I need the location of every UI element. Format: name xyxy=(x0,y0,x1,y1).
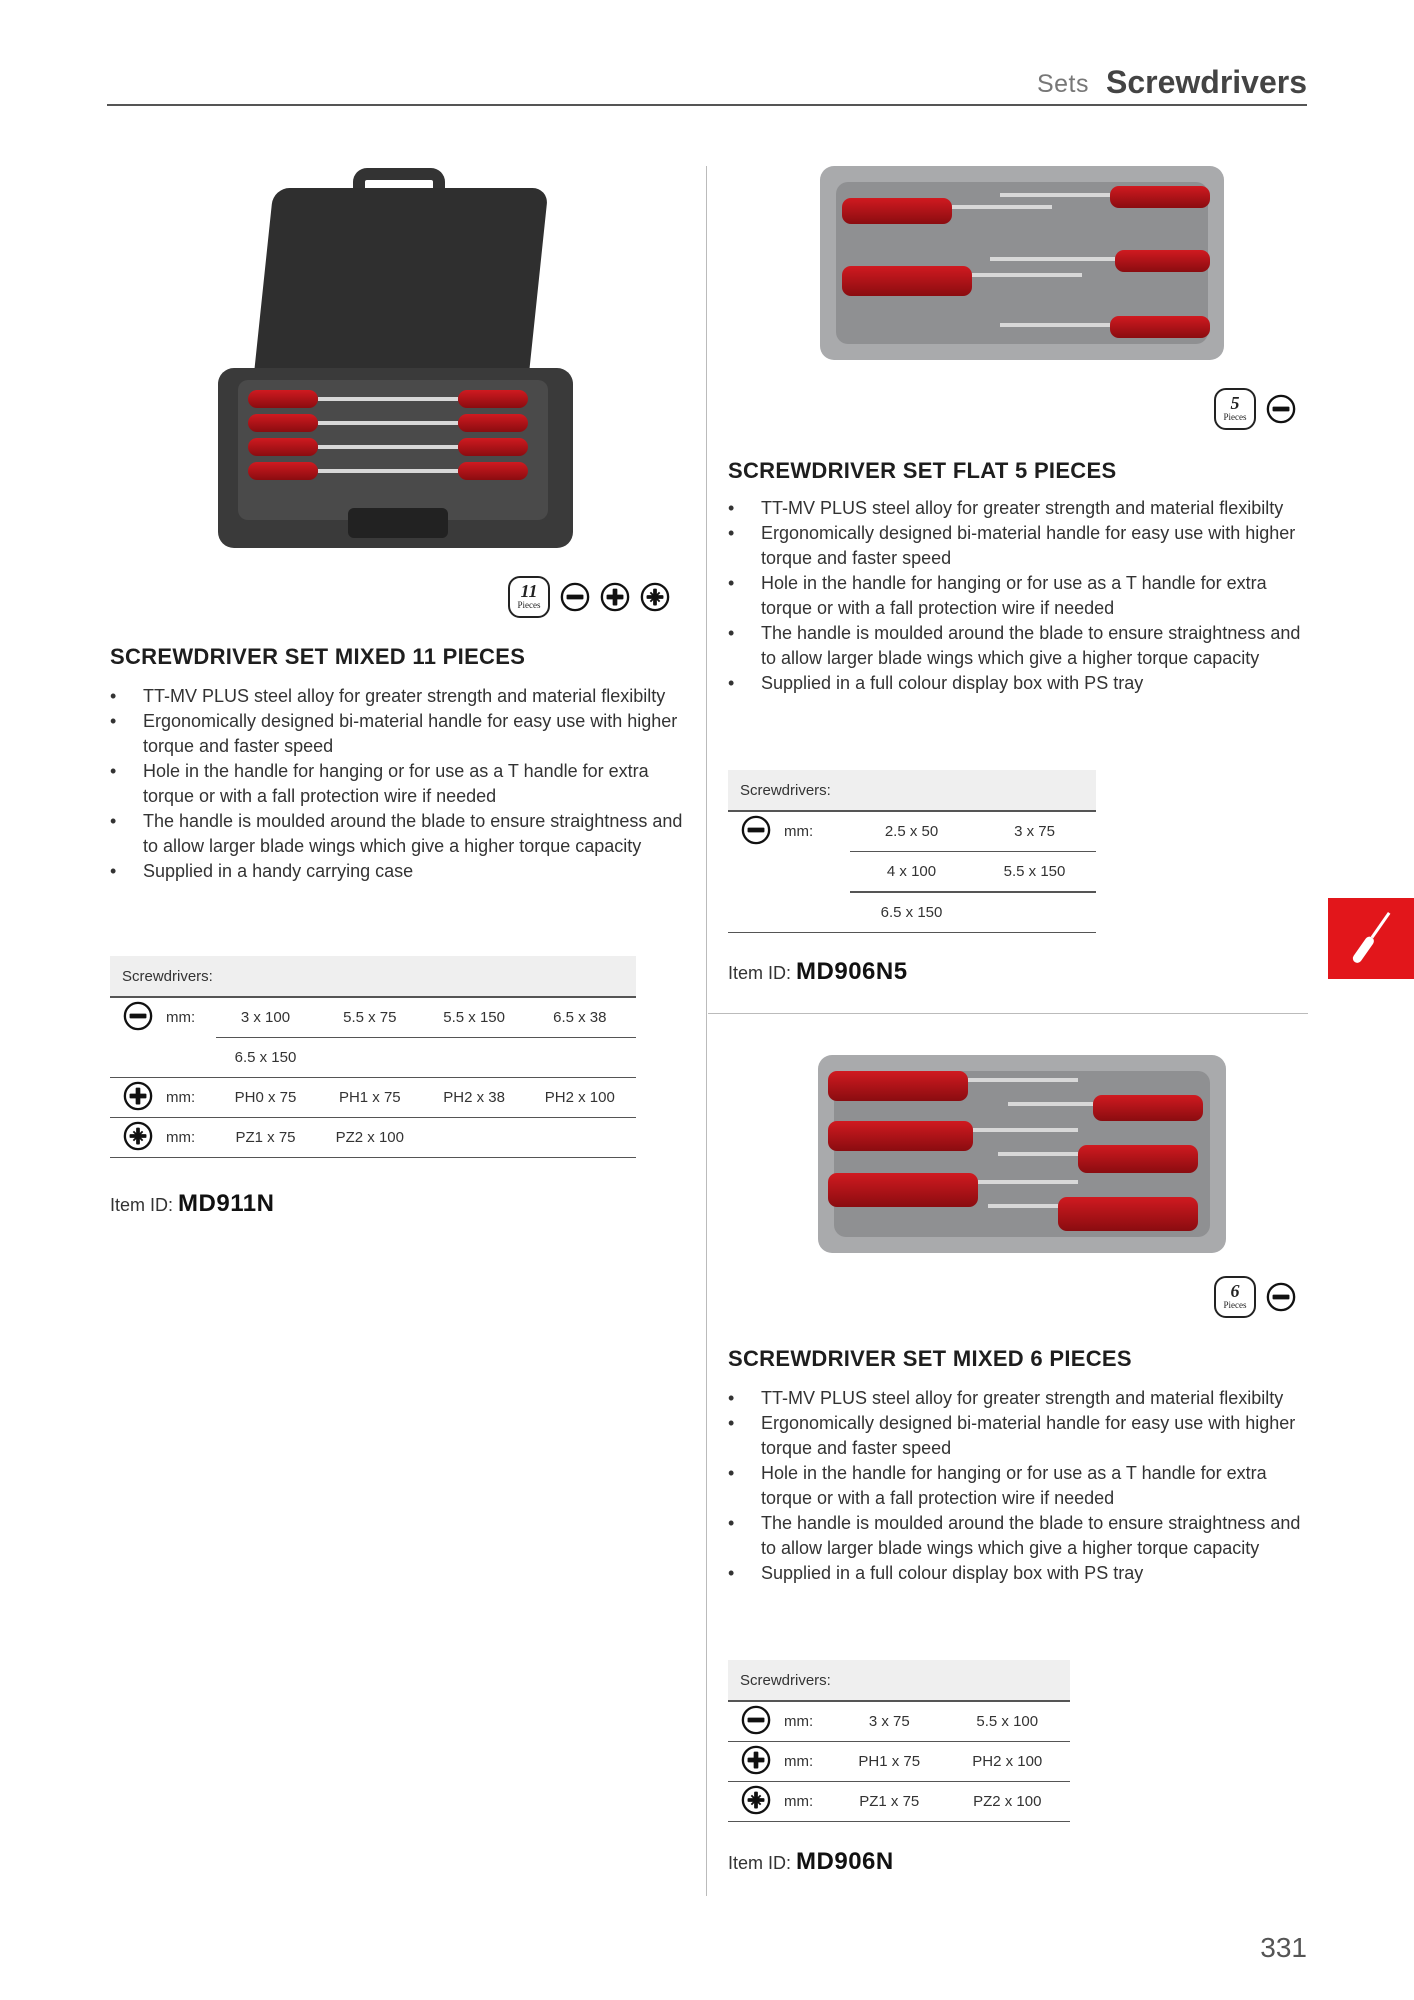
list-item: • Ergonomically designed bi-material handle for easy use with higher torque and faster speed xyxy=(728,1411,1308,1461)
table-cell: 6.5 x 38 xyxy=(524,997,636,1038)
list-item: • Ergonomically designed bi-material handle for easy use with higher torque and faster speed xyxy=(728,521,1308,571)
list-item: • Hole in the handle for hanging or for use as a T handle for extra torque or with a fall protection wire if needed xyxy=(728,571,1308,621)
list-item: • Ergonomically designed bi-material handle for easy use with higher torque and faster speed xyxy=(110,709,690,759)
table-header: Screwdrivers: xyxy=(728,770,1096,811)
table-cell: PH2 x 100 xyxy=(524,1078,636,1118)
section-label: Sets xyxy=(1036,70,1089,98)
page-number: 331 xyxy=(1260,1932,1307,1963)
list-item: • The handle is moulded around the blade to ensure straightness and to allow larger blade wings which give a higher torque capacity xyxy=(728,1511,1308,1561)
table-cell: 2.5 x 50 xyxy=(850,811,973,852)
table-cell: PH1 x 75 xyxy=(834,1742,945,1782)
item-id-label: Item ID: xyxy=(728,1853,792,1873)
unit-label: mm: xyxy=(166,1009,196,1027)
product-2-icons xyxy=(1214,388,1296,430)
list-item: • TT-MV PLUS steel alloy for greater strength and material flexibilty xyxy=(110,684,690,709)
pieces-count: 11 xyxy=(520,581,538,601)
flat-screwdriver-icon xyxy=(123,1001,153,1031)
table-cell: 5.5 x 100 xyxy=(945,1701,1070,1742)
item-id xyxy=(728,1848,894,1876)
phillips-screwdriver-icon xyxy=(600,582,630,612)
table-header: Screwdrivers: xyxy=(110,956,636,997)
unit-label: mm: xyxy=(784,823,814,841)
table-cell: 6.5 x 150 xyxy=(216,1038,315,1078)
flat-screwdriver-icon xyxy=(560,582,590,612)
pieces-badge xyxy=(1214,388,1256,430)
product-image-tray-flat xyxy=(820,166,1224,360)
pieces-count: 6 xyxy=(1230,1281,1240,1301)
table-cell: PH2 x 38 xyxy=(425,1078,524,1118)
table-cell: PH1 x 75 xyxy=(315,1078,425,1118)
phillips-screwdriver-icon xyxy=(123,1081,153,1111)
table-cell: 5.5 x 75 xyxy=(315,997,425,1038)
item-id-label: Item ID: xyxy=(110,1195,174,1215)
pieces-badge xyxy=(1214,1276,1256,1318)
item-id-value: MD906N5 xyxy=(796,958,908,985)
screwdriver-tab-icon xyxy=(1328,898,1414,979)
product-title: SCREWDRIVER SET FLAT 5 PIECES xyxy=(728,458,1117,483)
pozidriv-screwdriver-icon xyxy=(640,582,670,612)
page-title: Screwdrivers xyxy=(1105,64,1307,100)
product-image-tray-mixed xyxy=(818,1055,1226,1253)
column-divider xyxy=(706,166,707,1896)
unit-label: mm: xyxy=(784,1701,834,1742)
table-cell: PZ2 x 100 xyxy=(945,1782,1070,1822)
flat-screwdriver-icon xyxy=(1266,394,1296,424)
unit-label: mm: xyxy=(166,1078,216,1118)
section-tab[interactable] xyxy=(1328,898,1414,979)
product-3-icons xyxy=(1214,1276,1296,1318)
spec-table xyxy=(728,770,1096,933)
pozidriv-screwdriver-icon xyxy=(741,1785,771,1815)
flat-screwdriver-icon xyxy=(741,815,771,845)
pozidriv-screwdriver-icon xyxy=(123,1121,153,1151)
item-id-label: Item ID: xyxy=(728,963,792,983)
feature-list xyxy=(728,1386,1308,1586)
product-title: SCREWDRIVER SET MIXED 6 PIECES xyxy=(728,1346,1132,1371)
table-cell: PZ1 x 75 xyxy=(216,1118,315,1158)
list-item: • Supplied in a full colour display box with PS tray xyxy=(728,1561,1308,1586)
pieces-label: Pieces xyxy=(1223,412,1247,422)
product-1-icons xyxy=(508,576,670,618)
table-cell: 5.5 x 150 xyxy=(425,997,524,1038)
table-cell: PZ1 x 75 xyxy=(834,1782,945,1822)
item-id-value: MD906N xyxy=(796,1848,894,1875)
list-item: • Hole in the handle for hanging or for use as a T handle for extra torque or with a fall protection wire if needed xyxy=(728,1461,1308,1511)
list-item: • TT-MV PLUS steel alloy for greater strength and material flexibilty xyxy=(728,1386,1308,1411)
feature-list xyxy=(110,684,690,884)
unit-label: mm: xyxy=(784,1782,834,1822)
list-item: • Hole in the handle for hanging or for use as a T handle for extra torque or with a fall protection wire if needed xyxy=(110,759,690,809)
unit-label: mm: xyxy=(166,1118,216,1158)
phillips-screwdriver-icon xyxy=(741,1745,771,1775)
pieces-label: Pieces xyxy=(1223,1300,1247,1310)
table-cell: 4 x 100 xyxy=(850,852,973,893)
table-cell: PZ2 x 100 xyxy=(315,1118,425,1158)
flat-screwdriver-icon xyxy=(741,1705,771,1735)
list-item: • Supplied in a handy carrying case xyxy=(110,859,690,884)
header-divider xyxy=(107,104,1307,106)
flat-screwdriver-icon xyxy=(1266,1282,1296,1312)
list-item: • TT-MV PLUS steel alloy for greater strength and material flexibilty xyxy=(728,496,1308,521)
table-cell: 3 x 75 xyxy=(973,811,1096,852)
product-title: SCREWDRIVER SET MIXED 11 PIECES xyxy=(110,644,526,669)
table-cell: 3 x 100 xyxy=(216,997,315,1038)
table-cell: 5.5 x 150 xyxy=(973,852,1096,893)
table-cell: PH0 x 75 xyxy=(216,1078,315,1118)
item-id xyxy=(728,958,908,986)
unit-label: mm: xyxy=(784,1742,834,1782)
spec-table xyxy=(110,956,636,1158)
spec-table xyxy=(728,1660,1070,1822)
pieces-count: 5 xyxy=(1230,393,1240,413)
item-id xyxy=(110,1190,274,1218)
product-divider xyxy=(708,1013,1308,1014)
table-cell: 6.5 x 150 xyxy=(850,892,973,933)
table-header: Screwdrivers: xyxy=(728,1660,1070,1701)
table-cell: 3 x 75 xyxy=(834,1701,945,1742)
item-id-value: MD911N xyxy=(178,1190,275,1217)
pieces-badge xyxy=(508,576,550,618)
feature-list xyxy=(728,496,1308,696)
table-cell: PH2 x 100 xyxy=(945,1742,1070,1782)
list-item: • The handle is moulded around the blade to ensure straightness and to allow larger blade wings which give a higher torque capacity xyxy=(728,621,1308,671)
pieces-label: Pieces xyxy=(517,600,541,610)
list-item: • Supplied in a full colour display box with PS tray xyxy=(728,671,1308,696)
product-image-case xyxy=(208,168,586,556)
list-item: • The handle is moulded around the blade to ensure straightness and to allow larger blade wings which give a higher torque capacity xyxy=(110,809,690,859)
